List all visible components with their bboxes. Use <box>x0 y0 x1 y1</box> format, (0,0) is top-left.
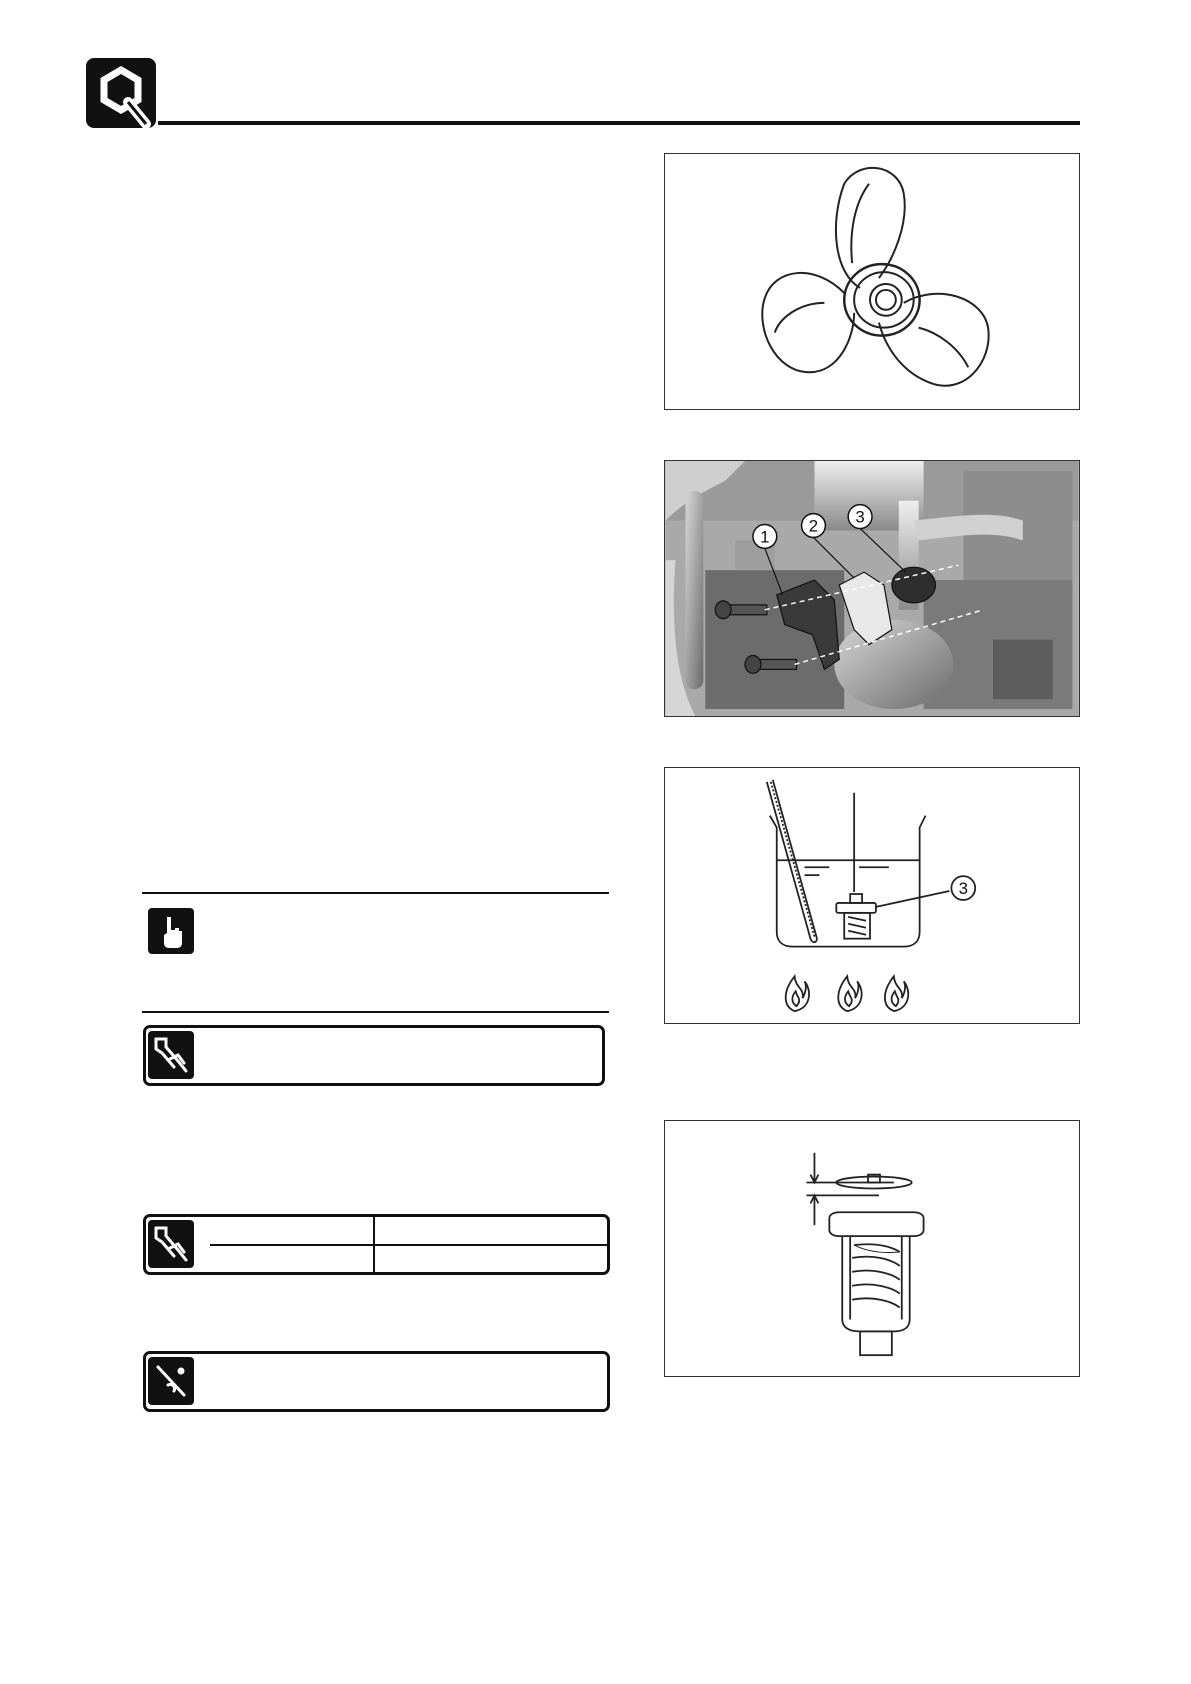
tool-icon <box>148 1357 194 1405</box>
measure-icon-box-2 <box>148 1220 194 1268</box>
section-icon <box>86 58 156 128</box>
thermostat-test-figure <box>664 767 1080 1024</box>
thermostat-water-bath-drawing <box>665 768 1079 1023</box>
callout-3: 3 <box>855 507 865 527</box>
measurement-table-hline <box>210 1244 607 1246</box>
wrench-hexagon-icon <box>86 58 156 128</box>
measure-icon-box-1 <box>148 1031 194 1079</box>
measurement-table-vline <box>373 1217 375 1273</box>
propeller-figure <box>664 153 1080 410</box>
pointing-hand-icon <box>148 908 194 954</box>
valve-lift-figure <box>664 1120 1080 1377</box>
callout-3-test: 3 <box>958 879 968 899</box>
callout-1: 1 <box>760 527 770 547</box>
header-rule <box>158 121 1080 125</box>
caliper-icon <box>148 1031 194 1079</box>
thermostat-assembly-figure <box>664 460 1080 717</box>
propeller-drawing <box>665 154 1079 409</box>
caution-icon-box <box>148 908 194 954</box>
engine-thermostat-exploded-photo <box>665 461 1079 716</box>
measurement-box-1 <box>143 1025 605 1086</box>
thermostat-valve-lift-drawing <box>665 1121 1079 1376</box>
service-icon-box <box>148 1357 194 1405</box>
caution-top-rule <box>142 892 609 894</box>
caution-bottom-rule <box>142 1011 609 1013</box>
service-tool-box <box>143 1351 610 1412</box>
caliper-icon <box>148 1220 194 1268</box>
callout-2: 2 <box>808 516 819 536</box>
